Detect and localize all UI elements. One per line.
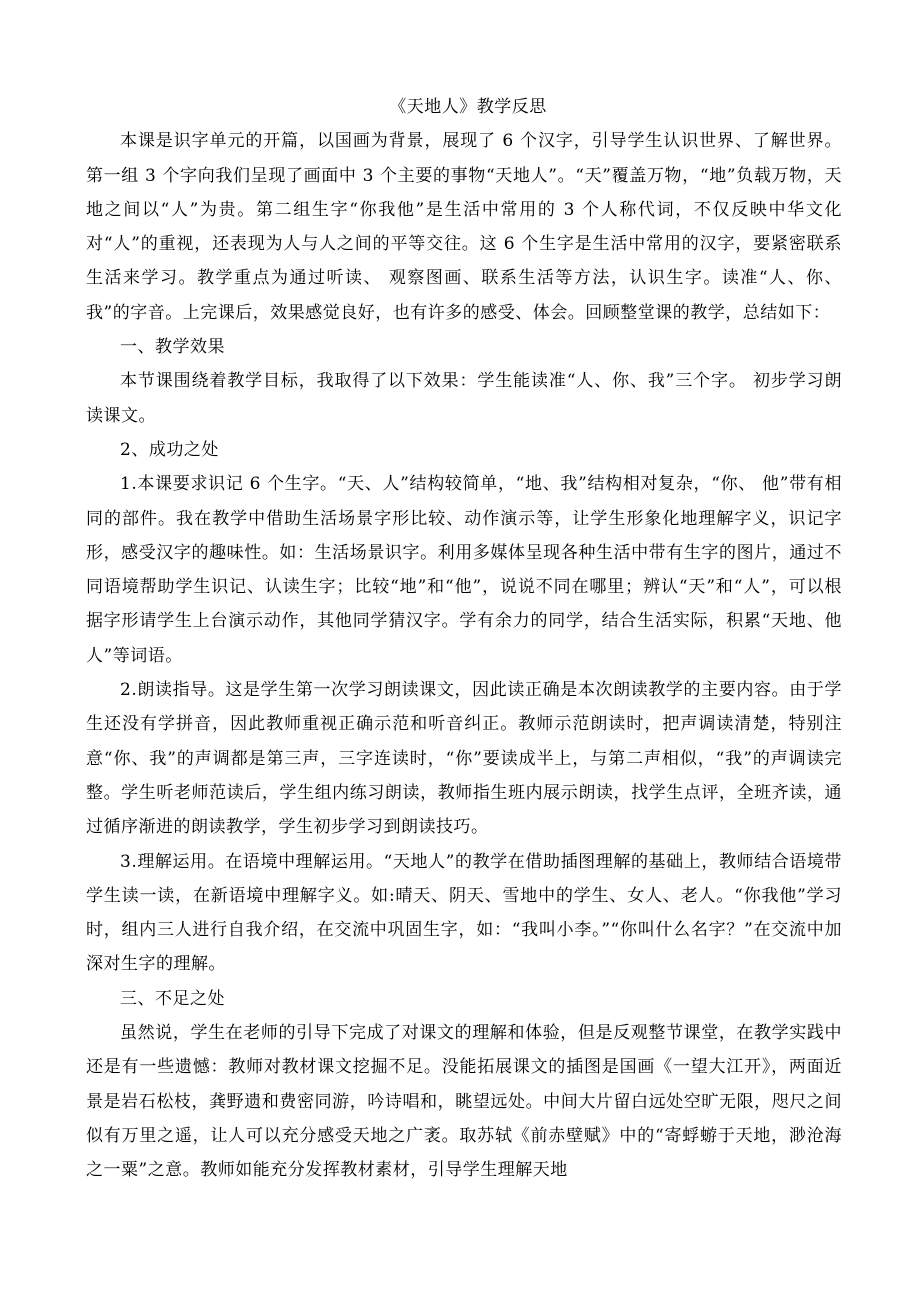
intro-paragraph: 本课是识字单元的开篇，以国画为背景，展现了 6 个汉字，引导学生认识世界、了解世界。第一组 3 个字向我们呈现了画面中 3 个主要的事物“天地人”。“天”覆盖万物，“地”负载万物，天地之间以“人”为贵。第二组生字“你我他”是生活中常用的 3 个人称代词，不仅反映中华文化对“人”的重视，还表现为人与人之间的平等交往。这 6 个生字是生活中常用的汉字，要紧密联系生活来学习。教学重点为通过听读、 观察图画、联系生活等方法，认识生字。读准“人、你、我”的字音。上完课后，效果感觉良好，也有许多的感受、体会。回顾整堂课的教学，总结如下：: [86, 131, 842, 323]
document-body: [86, 90, 842, 1188]
effect-paragraph: 本节课围绕着教学目标，我取得了以下效果：学生能读准“人、你、我”三个字。 初步学习朗读课文。: [86, 371, 842, 426]
shortcomings-paragraph: 虽然说，学生在老师的引导下完成了对课文的理解和体验，但是反观整节课堂，在教学实践中还是有一些遗憾：教师对教材课文挖掘不足。没能拓展课文的插图是国画《一望大江开》，两面近景是岩石松枝，龚野遗和费密同游，吟诗唱和，眺望远处。中间大片留白远处空旷无限，咫尺之间似有万里之遥，让人可以充分感受天地之广袤。取苏轼《前赤壁赋》中的“寄蜉蝣于天地，渺沧海之一粟”之意。教师如能充分发挥教材素材，引导学生理解天地: [86, 1023, 842, 1181]
success-point-3-paragraph: 3.理解运用。在语境中理解运用。“天地人”的教学在借助插图理解的基础上，教师结合语境带学生读一读，在新语境中理解字义。如:晴天、阴天、雪地中的学生、女人、老人。“你我他”学习时，组内三人进行自我介绍，在交流中巩固生字，如：“我叫小李。”“你叫什么名字？”在交流中加深对生字的理解。: [86, 851, 842, 975]
success-point-1-paragraph: 1.本课要求识记 6 个生字。“天、人”结构较简单，“地、我”结构相对复杂，“你、 他”带有相同的部件。我在教学中借助生活场景字形比较、动作演示等，让学生形象化地理解字义，识记字形，感受汉字的趣味性。如：生活场景识字。利用多媒体呈现各种生活中带有生字的图片，通过不同语境帮助学生识记、认读生字；比较“地”和“他”，说说不同在哪里；辨认“天”和“人”，可以根据字形请学生上台演示动作，其他同学猜汉字。学有余力的同学，结合生活实际，积累“天地、他人”等词语。: [86, 474, 842, 666]
section-heading-successes: 2、成功之处: [120, 439, 219, 460]
document-title: 《天地人》教学反思: [389, 97, 547, 117]
success-point-2-paragraph: 2.朗读指导。这是学生第一次学习朗读课文，因此读正确是本次朗读教学的主要内容。由于学生还没有学拼音，因此教师重视正确示范和听音纠正。教师示范朗读时，把声调读清楚，特别注意“你、我”的声调都是第三声，三字连读时，“你”要读成半上，与第二声相似，“我”的声调读完整。学生听老师范读后，学生组内练习朗读，教师指生班内展示朗读，找学生点评，全班齐读，通过循序渐进的朗读教学，学生初步学习到朗读技巧。: [86, 680, 842, 838]
section-heading-teaching-effect: 一、教学效果: [120, 337, 225, 358]
section-heading-shortcomings: 三、不足之处: [120, 988, 225, 1009]
